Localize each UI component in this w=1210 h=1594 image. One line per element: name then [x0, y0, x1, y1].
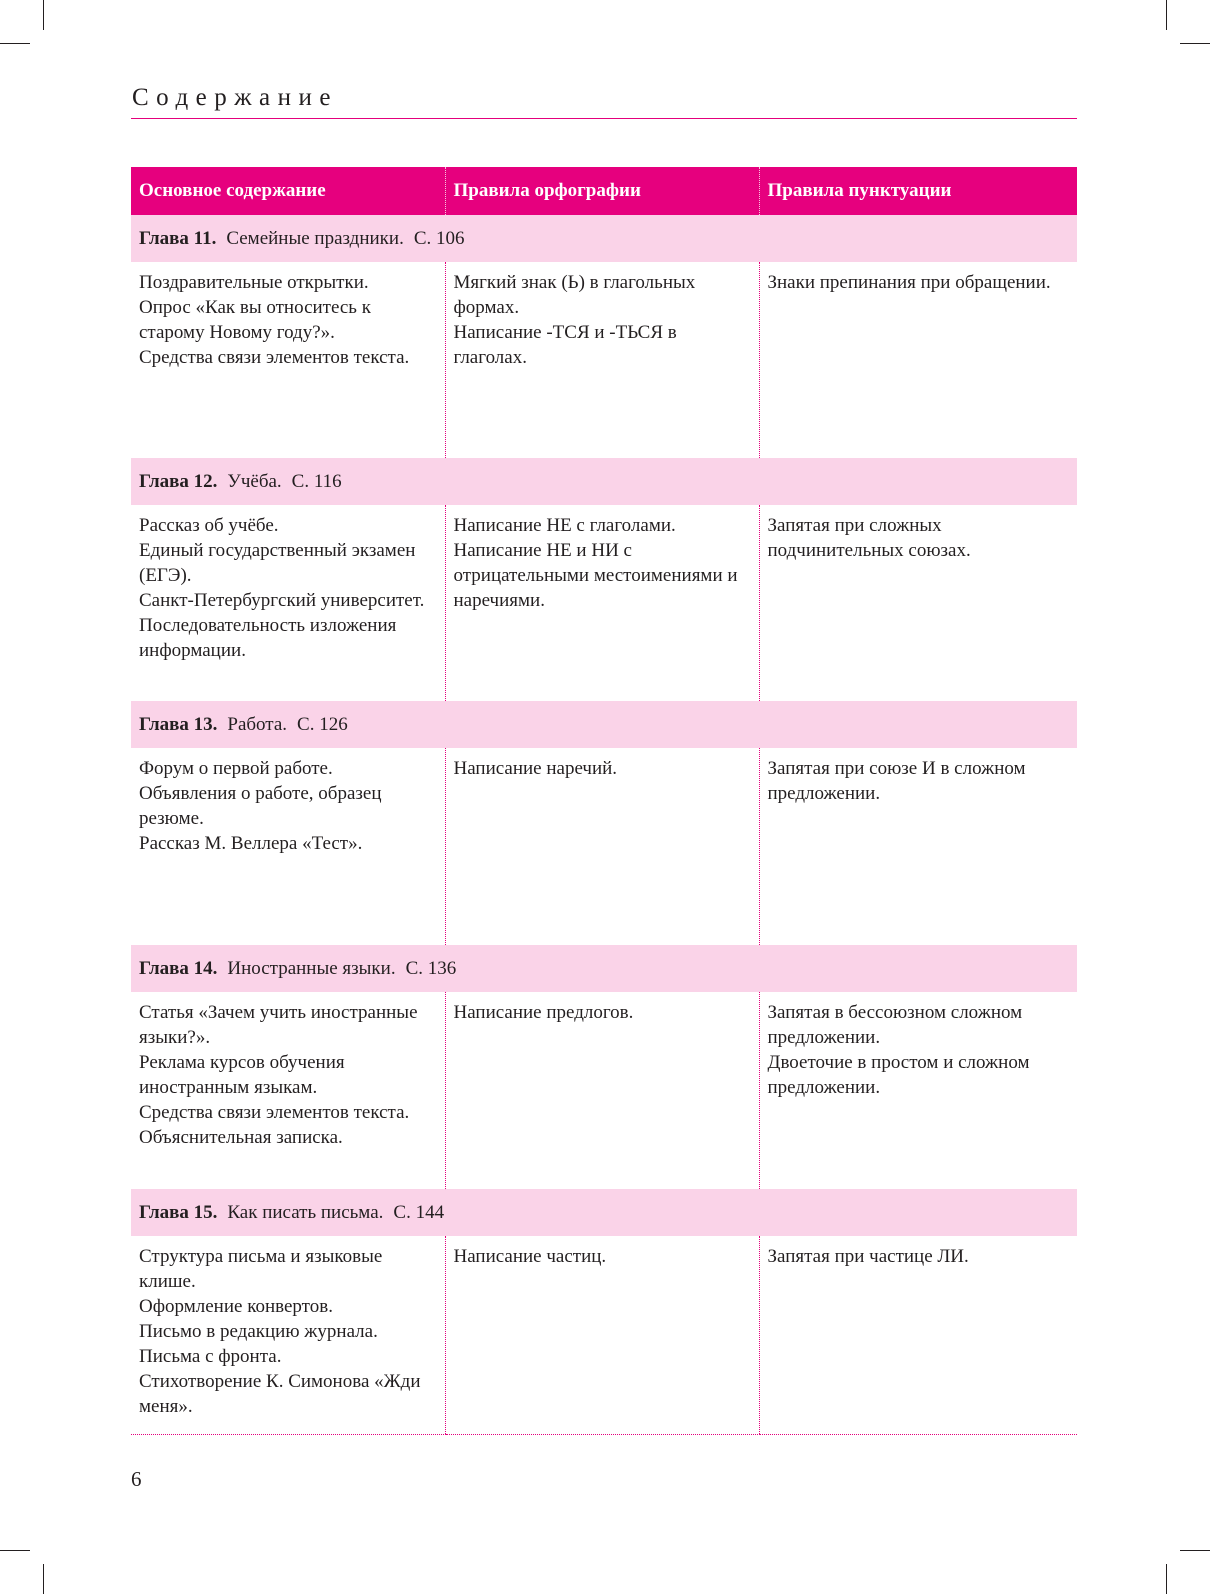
page-number: 6	[131, 1467, 142, 1491]
chapter-label: Глава 13.	[139, 713, 218, 735]
punctuation-cell: Запятая в бессоюзном сложном предложении. Двоеточие в простом и сложном предложении.	[759, 992, 1077, 1189]
main-content-cell: Рассказ об учёбе. Единый государственный экзамен (ЕГЭ). Санкт-Петербургский университет. Последовательность изложения информации.	[139, 515, 425, 661]
spelling-cell: Написание НЕ с глаголами. Написание НЕ и НИ с отрицательными местоимениями и наречиями.	[445, 505, 759, 701]
crop-mark	[1166, 0, 1167, 30]
chapter-heading	[131, 945, 1077, 992]
chapter-heading	[131, 215, 1077, 262]
crop-mark	[1180, 1550, 1210, 1551]
punctuation-cell: Знаки препинания при обращении.	[759, 262, 1077, 458]
spelling-cell: Мягкий знак (Ь) в глагольных формах. Написание -ТСЯ и -ТЬСЯ в глаголах.	[445, 262, 759, 458]
crop-mark	[0, 43, 30, 44]
chapter-heading-row	[131, 1189, 1077, 1236]
table-header-row	[131, 167, 1077, 215]
chapter-content-row	[131, 505, 1077, 701]
chapter-content-row	[131, 748, 1077, 945]
punctuation-cell: Запятая при союзе И в сложном предложении.	[759, 748, 1077, 945]
crop-mark	[1166, 1564, 1167, 1594]
chapter-heading-row	[131, 945, 1077, 992]
chapter-heading-row	[131, 215, 1077, 262]
contents-table	[131, 167, 1077, 1435]
header-main-content: Основное содержание	[131, 167, 445, 215]
spelling-cell: Написание предлогов.	[445, 992, 759, 1189]
punctuation-cell: Запятая при частице ЛИ.	[759, 1236, 1077, 1434]
chapter-heading	[131, 458, 1077, 505]
chapter-page: С. 126	[297, 713, 348, 735]
chapter-label: Глава 14.	[139, 957, 218, 979]
chapter-page: С. 144	[393, 1201, 445, 1223]
header-punctuation-rules: Правила пунктуации	[759, 167, 1077, 215]
chapter-title: Как писать письма.	[227, 1201, 384, 1223]
spelling-cell: Написание частиц.	[445, 1236, 759, 1434]
main-content-cell: Форум о первой работе. Объявления о работе, образец резюме. Рассказ М. Веллера «Тест».	[139, 758, 382, 854]
crop-mark	[1180, 43, 1210, 44]
chapter-label: Глава 15.	[139, 1201, 218, 1223]
page-title: Содержание	[132, 84, 338, 111]
chapter-content-row	[131, 262, 1077, 458]
chapter-heading-row	[131, 458, 1077, 505]
crop-mark	[0, 1550, 30, 1551]
chapter-label: Глава 12.	[139, 470, 218, 492]
crop-mark	[43, 1564, 44, 1594]
chapter-heading-row	[131, 701, 1077, 748]
chapter-title: Иностранные языки.	[227, 957, 396, 979]
punctuation-cell: Запятая при сложных подчинительных союзах.	[759, 505, 1077, 701]
main-content-cell: Поздравительные открытки. Опрос «Как вы относитесь к старому Новому году?». Средства связи элементов текста.	[139, 272, 410, 368]
chapter-title: Работа.	[227, 713, 288, 735]
main-content-cell: Статья «Зачем учить иностранные языки?». Реклама курсов обучения иностранным языкам. Средства связи элементов текста. Объяснительная записка.	[139, 1002, 418, 1148]
chapter-page: С. 106	[413, 227, 465, 249]
chapter-page: С. 136	[405, 957, 457, 979]
title-rule	[131, 118, 1077, 119]
spelling-cell: Написание наречий.	[445, 748, 759, 945]
chapter-heading	[131, 701, 1077, 748]
chapter-heading	[131, 1189, 1077, 1236]
main-content-cell: Структура письма и языковые клише. Оформление конвертов. Письмо в редакцию журнала. Письма с фронта. Стихотворение К. Симонова «Жди меня».	[131, 1236, 445, 1434]
chapter-label: Глава 11.	[139, 227, 217, 249]
chapter-title: Семейные праздники.	[226, 227, 404, 249]
chapter-content-row	[131, 992, 1077, 1189]
header-spelling-rules: Правила орфографии	[445, 167, 759, 215]
chapter-content-row	[131, 1236, 1077, 1434]
crop-mark	[43, 0, 44, 30]
chapter-title: Учёба.	[227, 470, 282, 492]
chapter-page: С. 116	[291, 470, 342, 492]
